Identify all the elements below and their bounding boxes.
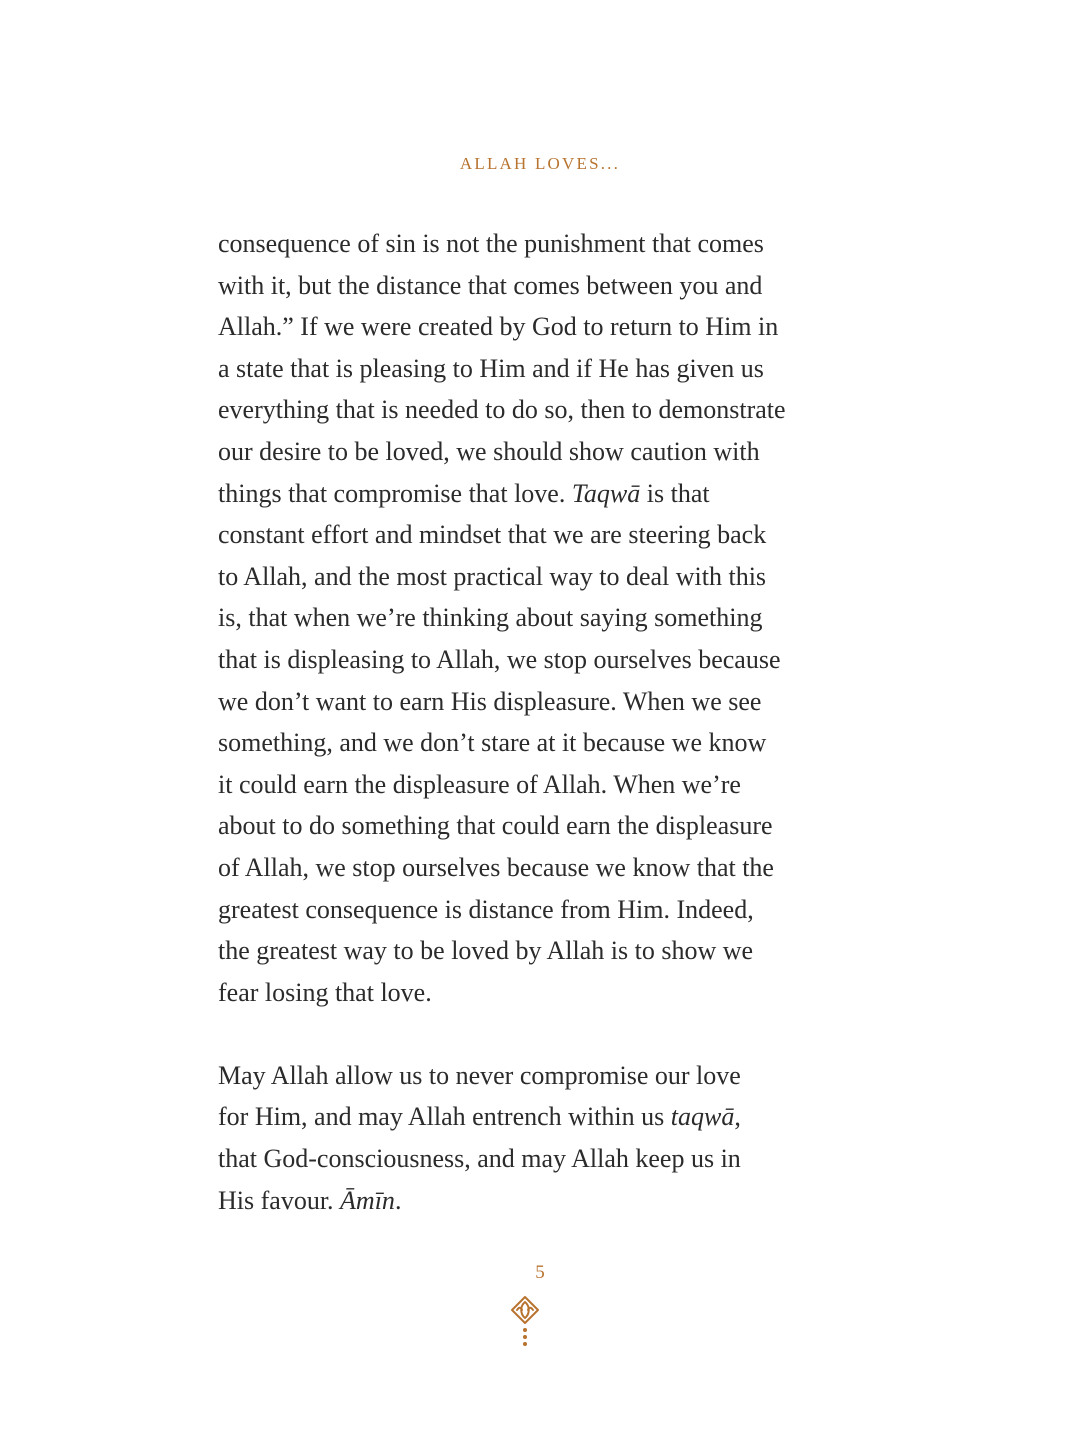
text-line: consequence of sin is not the punishment that comes xyxy=(218,229,764,258)
text-line: for Him, and may Allah entrench within us taqwā, xyxy=(218,1102,741,1132)
page-number: 5 xyxy=(535,1262,545,1283)
text-line: May Allah allow us to never compromise our love xyxy=(218,1060,741,1090)
text-line: fear losing that love. xyxy=(218,977,432,1007)
italic-term-taqwa: Taqwā xyxy=(571,478,641,508)
text-line: with it, but the distance that comes between you and xyxy=(218,270,763,300)
text-line: something, and we don’t stare at it because we know xyxy=(218,728,767,758)
text-line: to Allah, and the most practical way to deal with this xyxy=(218,561,767,591)
paragraph-gap xyxy=(218,1013,858,1055)
text-line: constant effort and mindset that we are steering back xyxy=(218,520,767,550)
text-line: things that compromise that love. Taqwā is that xyxy=(218,478,710,508)
paragraph-2 xyxy=(218,1055,858,1221)
text-line: our desire to be loved, we should show caution with xyxy=(218,436,760,466)
text-line: greatest consequence is distance from Him. Indeed, xyxy=(218,894,754,924)
text-line: the greatest way to be loved by Allah is to show we xyxy=(218,936,754,966)
running-header: ALLAH LOVES... xyxy=(459,154,621,173)
italic-term-taqwa: taqwā xyxy=(670,1102,735,1132)
italic-term-amin: Āmīn xyxy=(340,1185,395,1215)
text-line: a state that is pleasing to Him and if He has given us xyxy=(218,353,764,383)
text-line: His favour. Āmīn. xyxy=(218,1185,402,1215)
text-line: about to do something that could earn the displeasure xyxy=(218,811,773,841)
body-text xyxy=(218,223,858,1221)
text-line: that is displeasing to Allah, we stop ourselves because xyxy=(218,644,781,674)
text-line: that God-consciousness, and may Allah keep us in xyxy=(218,1144,741,1174)
text-line: it could earn the displeasure of Allah. When we’re xyxy=(218,769,741,799)
text-line: is, that when we’re thinking about saying something xyxy=(218,603,763,633)
paragraph-1 xyxy=(218,223,858,1013)
diamond-flourish-icon xyxy=(505,1293,545,1349)
text-line: Allah.” If we were created by God to return to Him in xyxy=(218,312,779,342)
text-line: we don’t want to earn His displeasure. When we see xyxy=(218,686,762,716)
text-line: everything that is needed to do so, then to demonstrate xyxy=(218,395,786,425)
text-line: of Allah, we stop ourselves because we know that the xyxy=(218,852,774,882)
